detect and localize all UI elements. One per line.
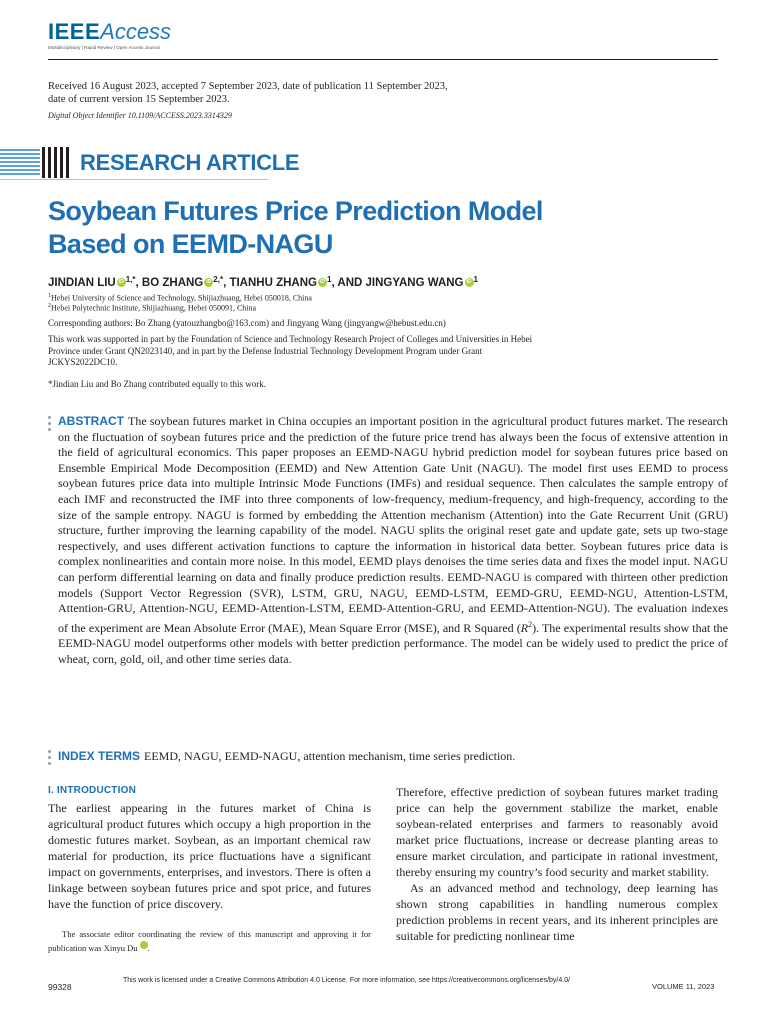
- stripe: [0, 165, 40, 167]
- abstract-text: The soybean futures market in China occupies an important position in the agricultural product futures market. The research on the fluctuation of soybean futures price and the prediction of the future price trend has always been the focus of extensive attention in the field of agricultural economics. This paper proposes an EEMD-NAGU hybrid prediction model for soybean futures price based on Ensemble Empirical Mode Decomposition (EEMD) and New Attention Gate Unit (NAGU). The model first uses EEMD to process soybean futures price data into multiple Intrinsic Mode Functions (IMFs) and residual sequence. Then calculates the sample entropy of each IMF and reconstructed the IMF into three components of low-frequency, medium-frequency, and high-frequency, according to the size of the sample entropy. NAGU is formed by embedding the Attention mechanism (Attention) into the Gate Recurrent Unit (GRU) structure, further improving the learning capability of the model. NAGU splits the original reset gate and update gate, sets up two-stage respectively, and uses different activation functions to capture the information in historical data better. Soybean futures price data is complex nonlinearities and contain more noise. In this model, EEMD plays denoises the time series data and fixes the model input. NAGU can perform differential learning on data and finally produce prediction results. EEMD-NAGU is compared with thirteen other prediction models (Support Vector Regression (SVR), LSTM, GRU, NAGU, EEMD-LSTM, EEMD-GRU, EEMD-NGU, Attention-LSTM, Attention-GRU, Attention-NGU, EEMD-Attention-LSTM, EEMD-Attention-GRU, and EEMD-Attention-NGU). The evaluation indexes of the experiment are Mean Absolute Error (MAE), Mean Square Error (MSE), and R Squared (: [58, 414, 728, 635]
- title-line-2: Based on EEMD-NAGU: [48, 229, 333, 259]
- title-line-1: Soybean Futures Price Prediction Model: [48, 196, 543, 226]
- footnote-end: .: [147, 943, 150, 953]
- author-sep: ,: [135, 277, 142, 289]
- funding-statement: [48, 334, 608, 369]
- stripe: [0, 149, 40, 151]
- author-sup: 1: [326, 275, 332, 284]
- journal-logo: [48, 20, 171, 50]
- r2-sup: 2: [528, 619, 533, 629]
- affiliation-text: Hebei Polytechnic Institute, Shijiazhuang, Hebei 050091, China: [51, 303, 257, 313]
- author-sep: ,: [223, 277, 230, 289]
- dot: [48, 416, 51, 419]
- affiliation-2: [48, 301, 256, 314]
- dot: [48, 762, 51, 765]
- banner-bars: [42, 147, 72, 178]
- intro-right-column: [396, 784, 718, 944]
- article-type-banner: RESEARCH ARTICLE: [80, 150, 300, 175]
- index-dots-icon: [48, 750, 51, 768]
- logo-access: Access: [100, 19, 172, 44]
- index-terms-heading: INDEX TERMS: [58, 749, 141, 763]
- stripe: [0, 161, 40, 163]
- dot: [48, 750, 51, 753]
- dot: [48, 428, 51, 431]
- abstract: [58, 414, 728, 668]
- author-sup: 2,*: [213, 275, 224, 284]
- abstract-dots-icon: [48, 416, 51, 434]
- author-name[interactable]: BO ZHANG: [141, 277, 204, 289]
- funding-line-2: Province under Grant QN2023140, and in part by the Defense Industrial Technology Development Program under Grant: [48, 345, 483, 356]
- abstract-heading: ABSTRACT: [58, 414, 124, 428]
- section-heading-introduction: I. INTRODUCTION: [48, 785, 136, 796]
- index-terms-text: EEMD, NAGU, EEMD-NAGU, attention mechanism, time series prediction.: [144, 749, 516, 763]
- paper-title: [48, 195, 718, 261]
- author-name[interactable]: JINGYANG WANG: [365, 277, 464, 289]
- funding-line-3: JCKYS2022DC10.: [48, 357, 118, 367]
- editor-footnote: [48, 927, 371, 955]
- banner-underline: [0, 179, 268, 180]
- stripe: [0, 173, 40, 175]
- doi[interactable]: Digital Object Identifier 10.1109/ACCESS.2023.3314329: [48, 111, 232, 120]
- orcid-icon[interactable]: [140, 941, 148, 949]
- footnote-text: The associate editor coordinating the review of this manuscript and approving it for publication was Xinyu Du: [48, 929, 371, 953]
- bar: [66, 147, 69, 178]
- volume-label: VOLUME 11, 2023: [652, 982, 715, 991]
- author-name[interactable]: JINDIAN LIU: [48, 277, 116, 289]
- intro-left-paragraph: The earliest appearing in the futures market of China is agricultural product futures which occupy a high proportion in the domestic futures market. Soybean, as an important chemical raw material for production, its price fluctuations have a significant impact on governments, enterprises, and investors. There is often a linkage between soybean futures price and spot price, and futures have the function of price discovery.: [48, 801, 371, 911]
- author-sep: , AND: [331, 277, 366, 289]
- intro-right-paragraph-1: Therefore, effective prediction of soybean futures market trading price can help the government stabilize the market, enable soybean-related enterprises and farmers to reasonably avoid market price fluctuations, increase or decrease planting areas to ensure market circulation, and participate in rational investment, thereby ensuring my country’s food security and market stability.: [396, 785, 718, 879]
- bar: [42, 147, 45, 178]
- index-terms: [58, 749, 718, 764]
- dot: [48, 422, 51, 425]
- affiliation-num: 2: [48, 303, 51, 309]
- logo-wordmark: [48, 20, 171, 44]
- stripe: [0, 153, 40, 155]
- logo-ieee: IEEE: [48, 19, 101, 44]
- equal-contribution-note: *Jindian Liu and Bo Zhang contributed equally to this work.: [48, 379, 266, 389]
- affiliation-num: 1: [48, 293, 51, 299]
- bar: [48, 147, 51, 178]
- author-sup: 1: [473, 275, 478, 284]
- stripe: [0, 157, 40, 159]
- orcid-icon[interactable]: iD: [466, 279, 472, 285]
- r2-symbol: R: [520, 620, 529, 635]
- dates-line-2: date of current version 15 September 2023.: [48, 93, 230, 105]
- abstract-text-end: ). The experimental results show that the EEMD-NAGU model outperforms other models with better prediction performance. The model can be widely used to predict the price of wheat, corn, gold, oil, and other time series data.: [58, 620, 728, 666]
- author-list: [48, 275, 478, 289]
- stripe: [0, 169, 40, 171]
- orcid-icon[interactable]: iD: [206, 279, 212, 285]
- orcid-icon[interactable]: iD: [118, 279, 124, 285]
- orcid-icon[interactable]: iD: [319, 279, 325, 285]
- author-name[interactable]: TIANHU ZHANG: [229, 277, 317, 289]
- page-number: 99328: [48, 982, 72, 992]
- corresponding-authors: Corresponding authors: Bo Zhang (yatouzhangbo@163.com) and Jingyang Wang (jingyangw@hebust.edu.cn): [48, 318, 446, 328]
- author-sup: 1,*: [125, 275, 136, 284]
- logo-tagline: Multidisciplinary | Rapid Review | Open Access Journal: [48, 45, 160, 50]
- affiliation-text: Hebei University of Science and Technology, Shijiazhuang, Hebei 050018, China: [51, 293, 312, 303]
- header-rule: [48, 59, 718, 60]
- intro-right-paragraph-2: As an advanced method and technology, deep learning has shown strong capabilities in handling numerous complex prediction problems in recent years, and its inherent principles are suitable for predicting nonlinear time: [396, 881, 718, 943]
- banner-stripes: [0, 149, 40, 177]
- bar: [60, 147, 63, 178]
- dot: [48, 756, 51, 759]
- bar: [54, 147, 57, 178]
- dates-line-1: Received 16 August 2023, accepted 7 September 2023, date of publication 11 September 2023,: [48, 81, 448, 92]
- publication-dates: [48, 81, 688, 106]
- license-statement[interactable]: This work is licensed under a Creative Commons Attribution 4.0 License. For more information, see https://creativecommons.org/licenses/by/4.0/: [123, 977, 571, 984]
- funding-line-1: This work was supported in part by the Foundation of Science and Technology Research Project of Colleges and Universities in Hebei: [48, 334, 533, 344]
